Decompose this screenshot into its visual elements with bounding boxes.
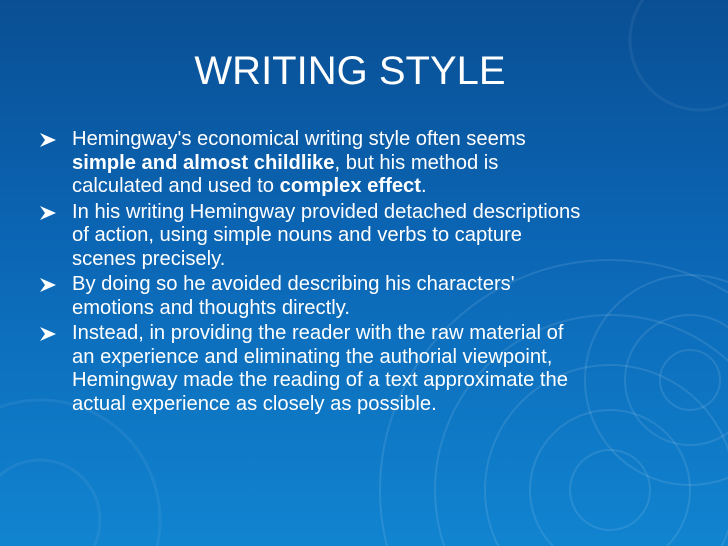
text-run: .: [421, 175, 427, 197]
bullet-line: [72, 346, 690, 370]
bullet-item: [40, 128, 690, 199]
bullet-line: [72, 248, 690, 272]
text-run: an experience and eliminating the authorial viewpoint,: [72, 345, 553, 368]
bullet-line: [72, 152, 690, 176]
arrowhead-bullet-icon: [40, 278, 56, 292]
arrowhead-bullet-icon: [40, 327, 56, 341]
bullet-line: [72, 297, 690, 321]
bullet-item: [40, 273, 690, 320]
bullet-line: [72, 201, 690, 225]
arrowhead-bullet-icon: [40, 133, 56, 147]
text-run: Hemingway's economical writing style often seems: [72, 128, 526, 150]
text-run: calculated and used to: [72, 175, 280, 197]
text-run: scenes precisely.: [72, 247, 226, 270]
text-run: Hemingway made the reading of a text approximate the: [72, 369, 568, 391]
bullet-line: [72, 273, 690, 297]
bullet-item: [40, 201, 690, 272]
text-run: By doing so he avoided describing his characters': [72, 273, 515, 295]
slide-title: WRITING STYLE: [194, 49, 506, 93]
text-run: Instead, in providing the reader with the raw material of: [72, 322, 564, 344]
bullet-item: [40, 322, 690, 416]
bullet-line: [72, 369, 690, 393]
bullet-line: [72, 393, 690, 417]
text-run: In his writing Hemingway provided detached descriptions: [72, 200, 581, 223]
bold-text: simple and almost childlike: [72, 151, 335, 174]
text-run: , but his method is: [334, 151, 499, 174]
text-run: of action, using simple nouns and verbs to capture: [72, 224, 522, 246]
bullet-line: [72, 175, 690, 199]
bullet-line: [72, 128, 690, 152]
bold-text: complex effect: [279, 175, 422, 197]
bullet-line: [72, 322, 690, 346]
text-run: emotions and thoughts directly.: [72, 296, 350, 319]
arrowhead-bullet-icon: [40, 206, 56, 220]
text-run: actual experience as closely as possible.: [72, 392, 437, 415]
bullet-list: [40, 128, 690, 418]
bullet-line: [72, 224, 690, 248]
